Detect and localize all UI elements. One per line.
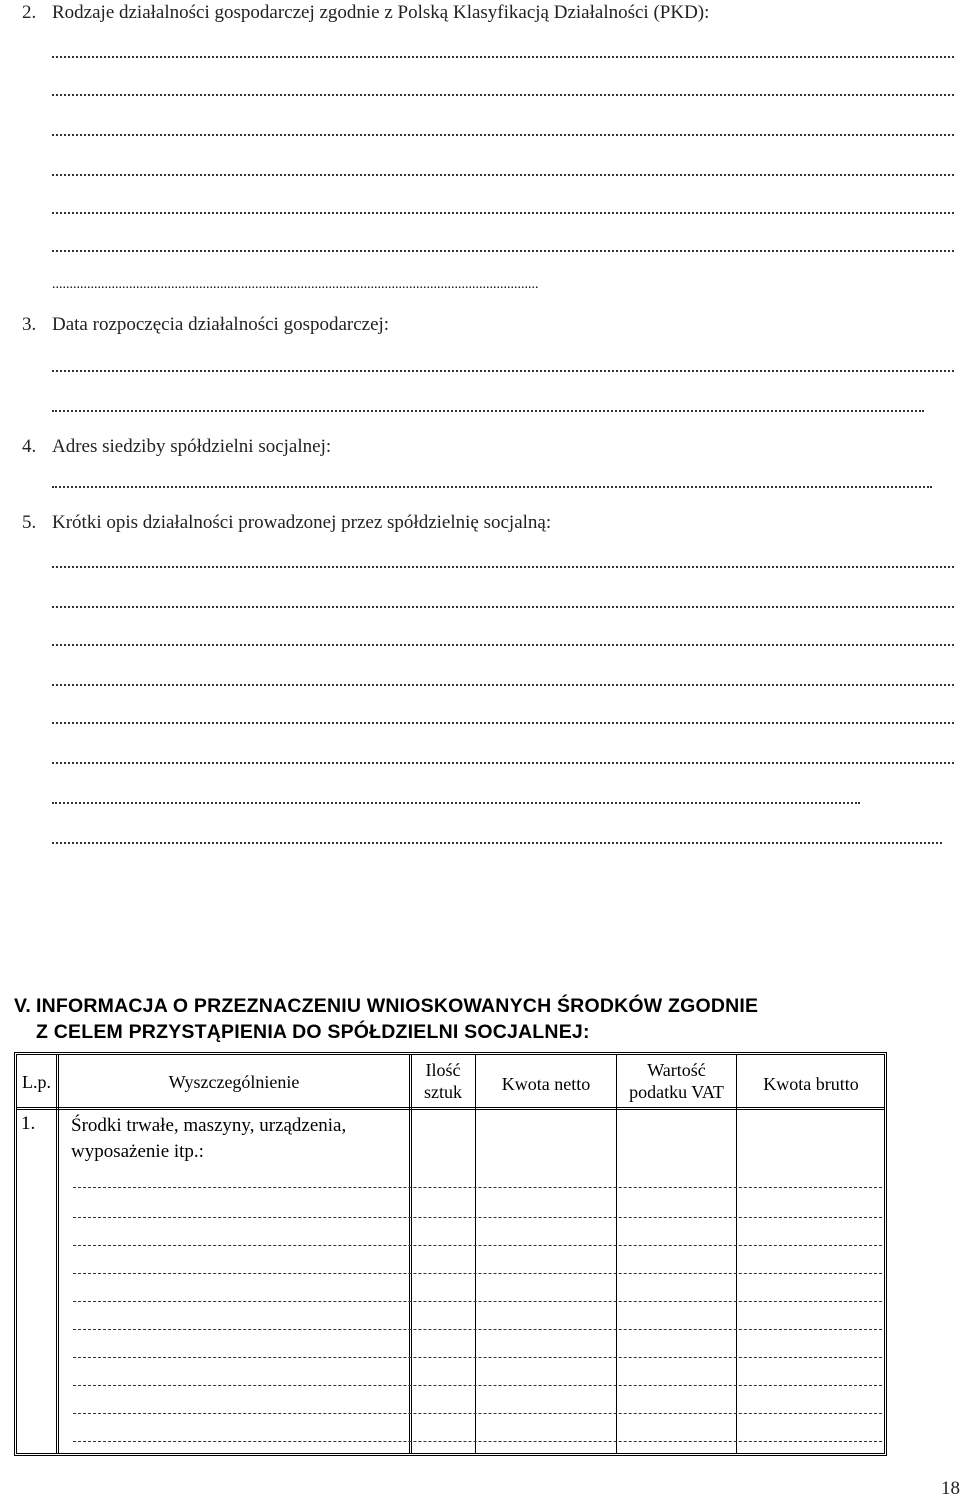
section-v-line2: Z CELEM PRZYSTĄPIENIA DO SPÓŁDZIELNI SOCJALNEJ: [36,1021,590,1043]
fill-line[interactable] [52,212,954,214]
section-v-line1: INFORMACJA O PRZEZNACZENIU WNIOSKOWANYCH ŚRODKÓW ZGODNIE [36,995,759,1017]
entry-row-line[interactable] [73,1245,882,1246]
section-text: Rodzaje działalności gospodarczej zgodnie z Polską Klasyfikacją Działalności (PKD): [52,2,710,23]
section-number: 4. [22,436,37,457]
fill-line[interactable] [52,134,954,136]
fill-line[interactable] [52,370,954,372]
header-description: Wyszczególnienie [168,1072,300,1092]
header-quantity-line2: sztuk [424,1082,462,1102]
fill-line[interactable] [52,410,924,412]
section-v-heading [14,994,758,1018]
header-gross-amount: Kwota brutto [763,1074,859,1094]
page-number: 18 [941,1478,960,1499]
fill-line[interactable] [52,842,942,844]
entry-row-line[interactable] [73,1441,882,1442]
entry-row-line[interactable] [73,1329,882,1330]
fill-line[interactable] [52,56,954,58]
section-4-title [22,436,331,458]
section-v-heading-2 [36,1020,590,1044]
col-divider [56,1055,59,1453]
col-divider [616,1055,617,1453]
fill-line[interactable] [52,174,954,176]
section-number: 3. [22,314,37,335]
section-3-title [22,314,389,336]
header-vat-value [617,1059,736,1103]
row-description-line1: Środki trwałe, maszyny, urządzenia, [71,1115,347,1136]
fill-line[interactable] [52,644,954,646]
header-vat-line1: Wartość [647,1060,706,1080]
fill-line[interactable] [52,250,954,252]
header-net-amount: Kwota netto [501,1074,591,1094]
entry-row-line[interactable] [73,1217,882,1218]
entry-row-line[interactable] [73,1385,882,1386]
header-vat-line2: podatku VAT [629,1082,724,1102]
header-lp: L.p. [22,1072,51,1092]
fill-line[interactable] [52,684,954,686]
funds-table [14,1052,887,1456]
entry-row-line[interactable] [73,1413,882,1414]
entry-row-line[interactable] [73,1187,882,1188]
section-5-title [22,512,551,534]
row-description-line2: wyposażenie itp.: [71,1141,204,1162]
entry-row-line[interactable] [73,1301,882,1302]
section-v-number: V. [14,995,32,1017]
header-divider [17,1107,884,1110]
col-divider [475,1055,476,1453]
fill-line[interactable] [52,722,954,724]
fill-line[interactable] [52,606,954,608]
entry-row-line[interactable] [73,1357,882,1358]
fill-line[interactable] [52,94,954,96]
header-quantity-line1: Ilość [425,1060,461,1080]
fill-line[interactable] [52,486,932,488]
header-quantity [411,1059,475,1103]
fill-line[interactable] [52,762,954,764]
section-number: 5. [22,512,37,533]
fill-line[interactable] [52,802,860,804]
section-2-title [22,2,709,24]
fill-line-last[interactable]: ........................................................................................................................................... [52,278,539,292]
section-text: Adres siedziby spółdzielni socjalnej: [52,436,332,457]
row-description [71,1113,411,1165]
entry-row-line[interactable] [73,1273,882,1274]
section-text: Krótki opis działalności prowadzonej przez spółdzielnię socjalną: [52,512,552,533]
col-divider [736,1055,737,1453]
row-number: 1. [21,1113,36,1134]
fill-line[interactable] [52,566,954,568]
section-text: Data rozpoczęcia działalności gospodarczej: [52,314,390,335]
section-number: 2. [22,2,37,23]
